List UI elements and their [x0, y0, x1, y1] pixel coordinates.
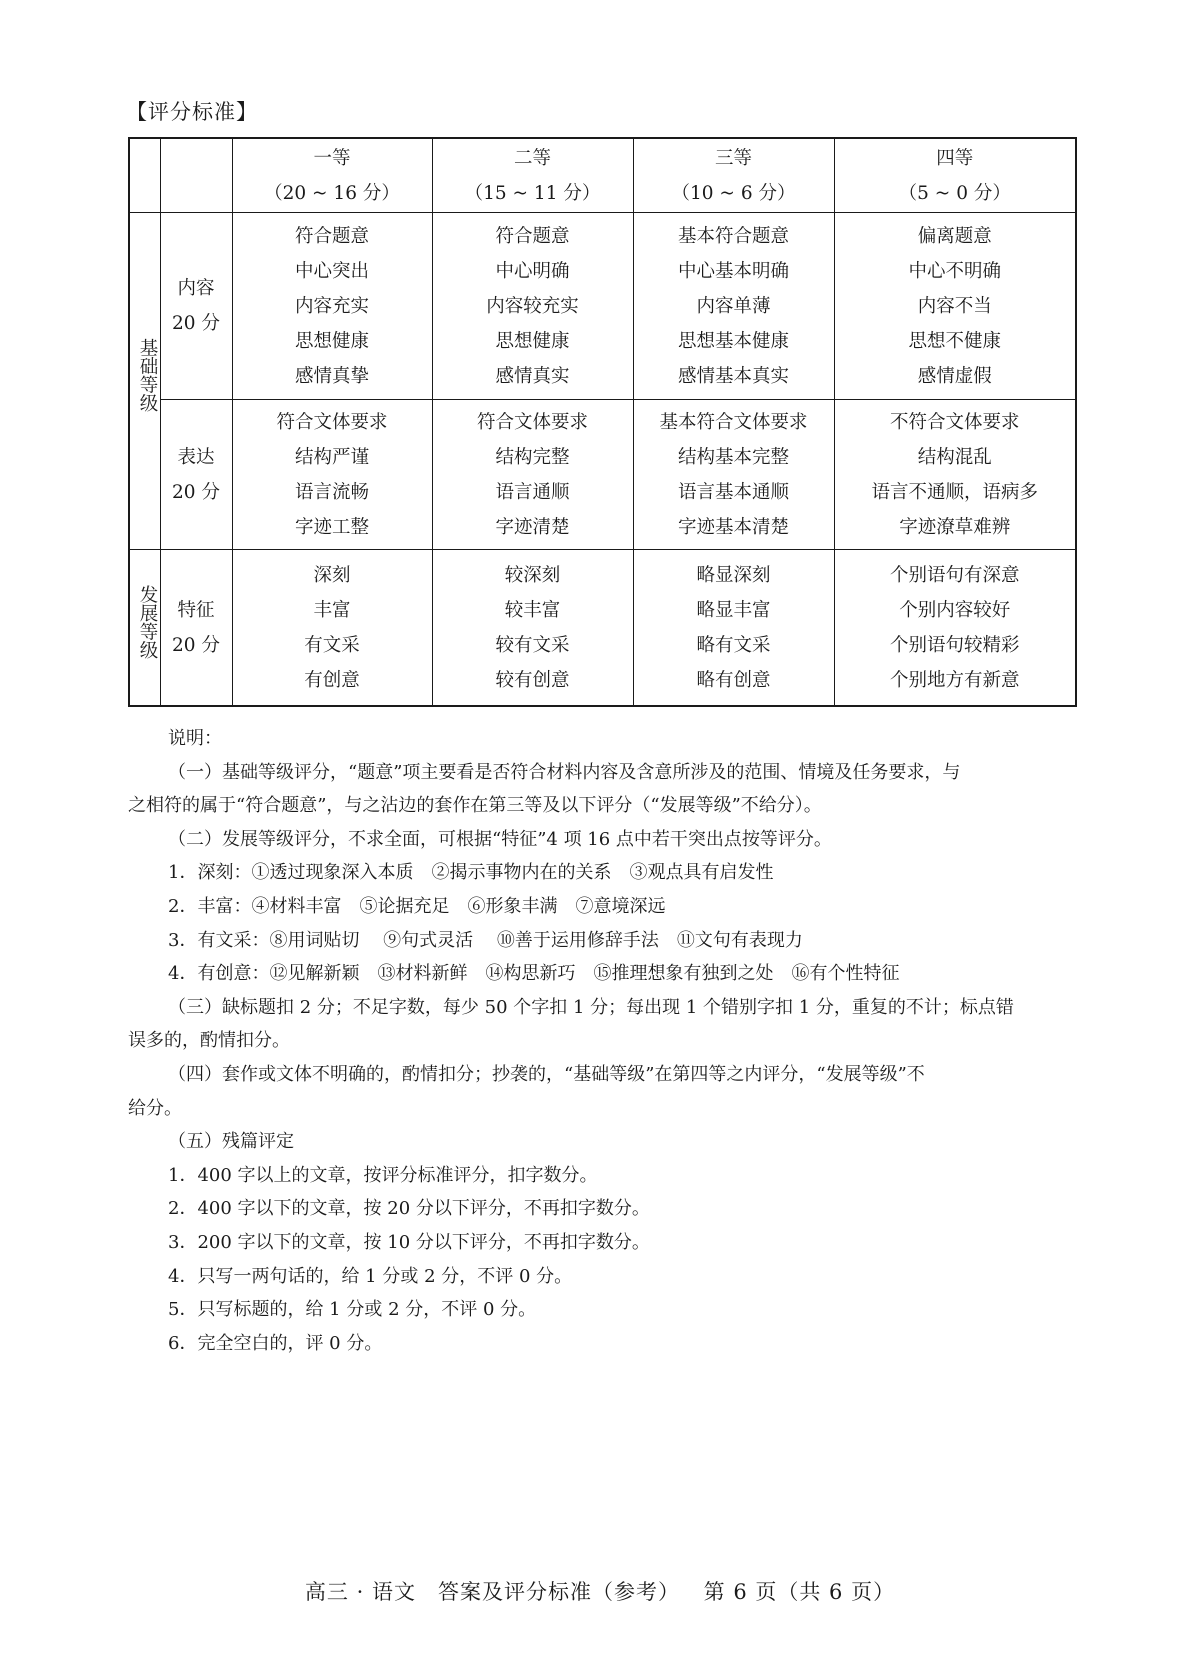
content-row — [129, 213, 1076, 400]
note-3: （三）缺标题扣 2 分；不足字数，每少 50 个字扣 1 分；每出现 1 个错别字扣 1 分，重复的不计；标点错 — [168, 996, 1014, 1018]
rubric-cell: 符合文体要求 结构严谨 语言流畅 字迹工整 — [232, 400, 432, 550]
footer-subject: 高三 · 语文 答案及评分标准（参考） — [304, 1580, 680, 1604]
grade-header-2: 二等 （15 ~ 11 分） — [432, 138, 633, 213]
note-1-cont: 之相符的属于“符合题意”，与之沾边的套作在第三等及以下评分（“发展等级”不给分）。 — [128, 795, 822, 817]
rubric-cell: 符合文体要求 结构完整 语言通顺 字迹清楚 — [432, 400, 633, 550]
scoring-rubric-table — [128, 137, 1077, 707]
fragment-rule-2: 2．400 字以下的文章，按 20 分以下评分，不再扣字数分。 — [168, 1198, 650, 1220]
feature-row — [129, 550, 1076, 706]
fragment-rule-1: 1．400 字以上的文章，按评分标准评分，扣字数分。 — [168, 1164, 598, 1186]
fragment-rule-6: 6．完全空白的，评 0 分。 — [168, 1332, 383, 1354]
rubric-cell: 较深刻 较丰富 较有文采 较有创意 — [432, 550, 633, 706]
note-5: （五）残篇评定 — [168, 1131, 294, 1153]
grade-header-1: 一等 （20 ~ 16 分） — [232, 138, 432, 213]
dev-item-1: 1．深刻：①透过现象深入本质 ②揭示事物内在的关系 ③观点具有启发性 — [168, 862, 774, 884]
rubric-cell: 基本符合文体要求 结构基本完整 语言基本通顺 字迹基本清楚 — [633, 400, 834, 550]
expression-row — [129, 400, 1076, 550]
note-2: （二）发展等级评分，不求全面，可根据“特征”4 项 16 点中若干突出点按等评分。 — [168, 828, 832, 850]
note-4-cont: 给分。 — [128, 1097, 182, 1119]
note-1: （一）基础等级评分，“题意”项主要看是否符合材料内容及含意所涉及的范围、情境及任务要求，与 — [168, 761, 961, 783]
footer-page-number: 第 6 页（共 6 页） — [703, 1580, 896, 1604]
grade-header-4: 四等 （5 ~ 0 分） — [834, 138, 1076, 213]
grade-header-3: 三等 （10 ~ 6 分） — [633, 138, 834, 213]
dev-item-4: 4．有创意：⑫见解新颖 ⑬材料新鲜 ⑭构思新巧 ⑮推理想象有独到之处 ⑯有个性特征 — [168, 963, 900, 985]
fragment-rule-5: 5．只写标题的，给 1 分或 2 分，不评 0 分。 — [168, 1299, 537, 1321]
criterion-feature: 特征 20 分 — [160, 550, 232, 706]
rubric-cell: 符合题意 中心明确 内容较充实 思想健康 感情真实 — [432, 213, 633, 400]
rubric-cell: 深刻 丰富 有文采 有创意 — [232, 550, 432, 706]
fragment-rule-3: 3．200 字以下的文章，按 10 分以下评分，不再扣字数分。 — [168, 1231, 650, 1253]
corner-cell — [160, 138, 232, 213]
basic-level-label: 基础等级 — [129, 213, 160, 550]
development-level-label: 发展等级 — [129, 550, 160, 706]
rubric-cell: 基本符合题意 中心基本明确 内容单薄 思想基本健康 感情基本真实 — [633, 213, 834, 400]
rubric-cell: 符合题意 中心突出 内容充实 思想健康 感情真挚 — [232, 213, 432, 400]
rubric-cell: 偏离题意 中心不明确 内容不当 思想不健康 感情虚假 — [834, 213, 1076, 400]
note-4: （四）套作或文体不明确的，酌情扣分；抄袭的，“基础等级”在第四等之内评分，“发展等级”不 — [168, 1063, 925, 1085]
notes-heading: 说明： — [168, 728, 222, 749]
rubric-cell: 个别语句有深意 个别内容较好 个别语句较精彩 个别地方有新意 — [834, 550, 1076, 706]
notes-section — [128, 722, 1075, 1360]
rubric-cell: 略显深刻 略显丰富 略有文采 略有创意 — [633, 550, 834, 706]
grade-header-row — [129, 138, 1076, 213]
criterion-content: 内容 20 分 — [160, 213, 232, 400]
note-3-cont: 误多的，酌情扣分。 — [128, 1030, 290, 1052]
section-title: 【评分标准】 — [126, 100, 258, 124]
dev-item-2: 2．丰富：④材料丰富 ⑤论据充足 ⑥形象丰满 ⑦意境深远 — [168, 895, 666, 917]
fragment-rule-4: 4．只写一两句话的，给 1 分或 2 分，不评 0 分。 — [168, 1265, 573, 1287]
rubric-cell: 不符合文体要求 结构混乱 语言不通顺，语病多 字迹潦草难辨 — [834, 400, 1076, 550]
corner-cell — [129, 138, 160, 213]
page-footer — [0, 1576, 1200, 1606]
dev-item-3: 3．有文采：⑧用词贴切 ⑨句式灵活 ⑩善于运用修辞手法 ⑪文句有表现力 — [168, 929, 803, 951]
criterion-expression: 表达 20 分 — [160, 400, 232, 550]
